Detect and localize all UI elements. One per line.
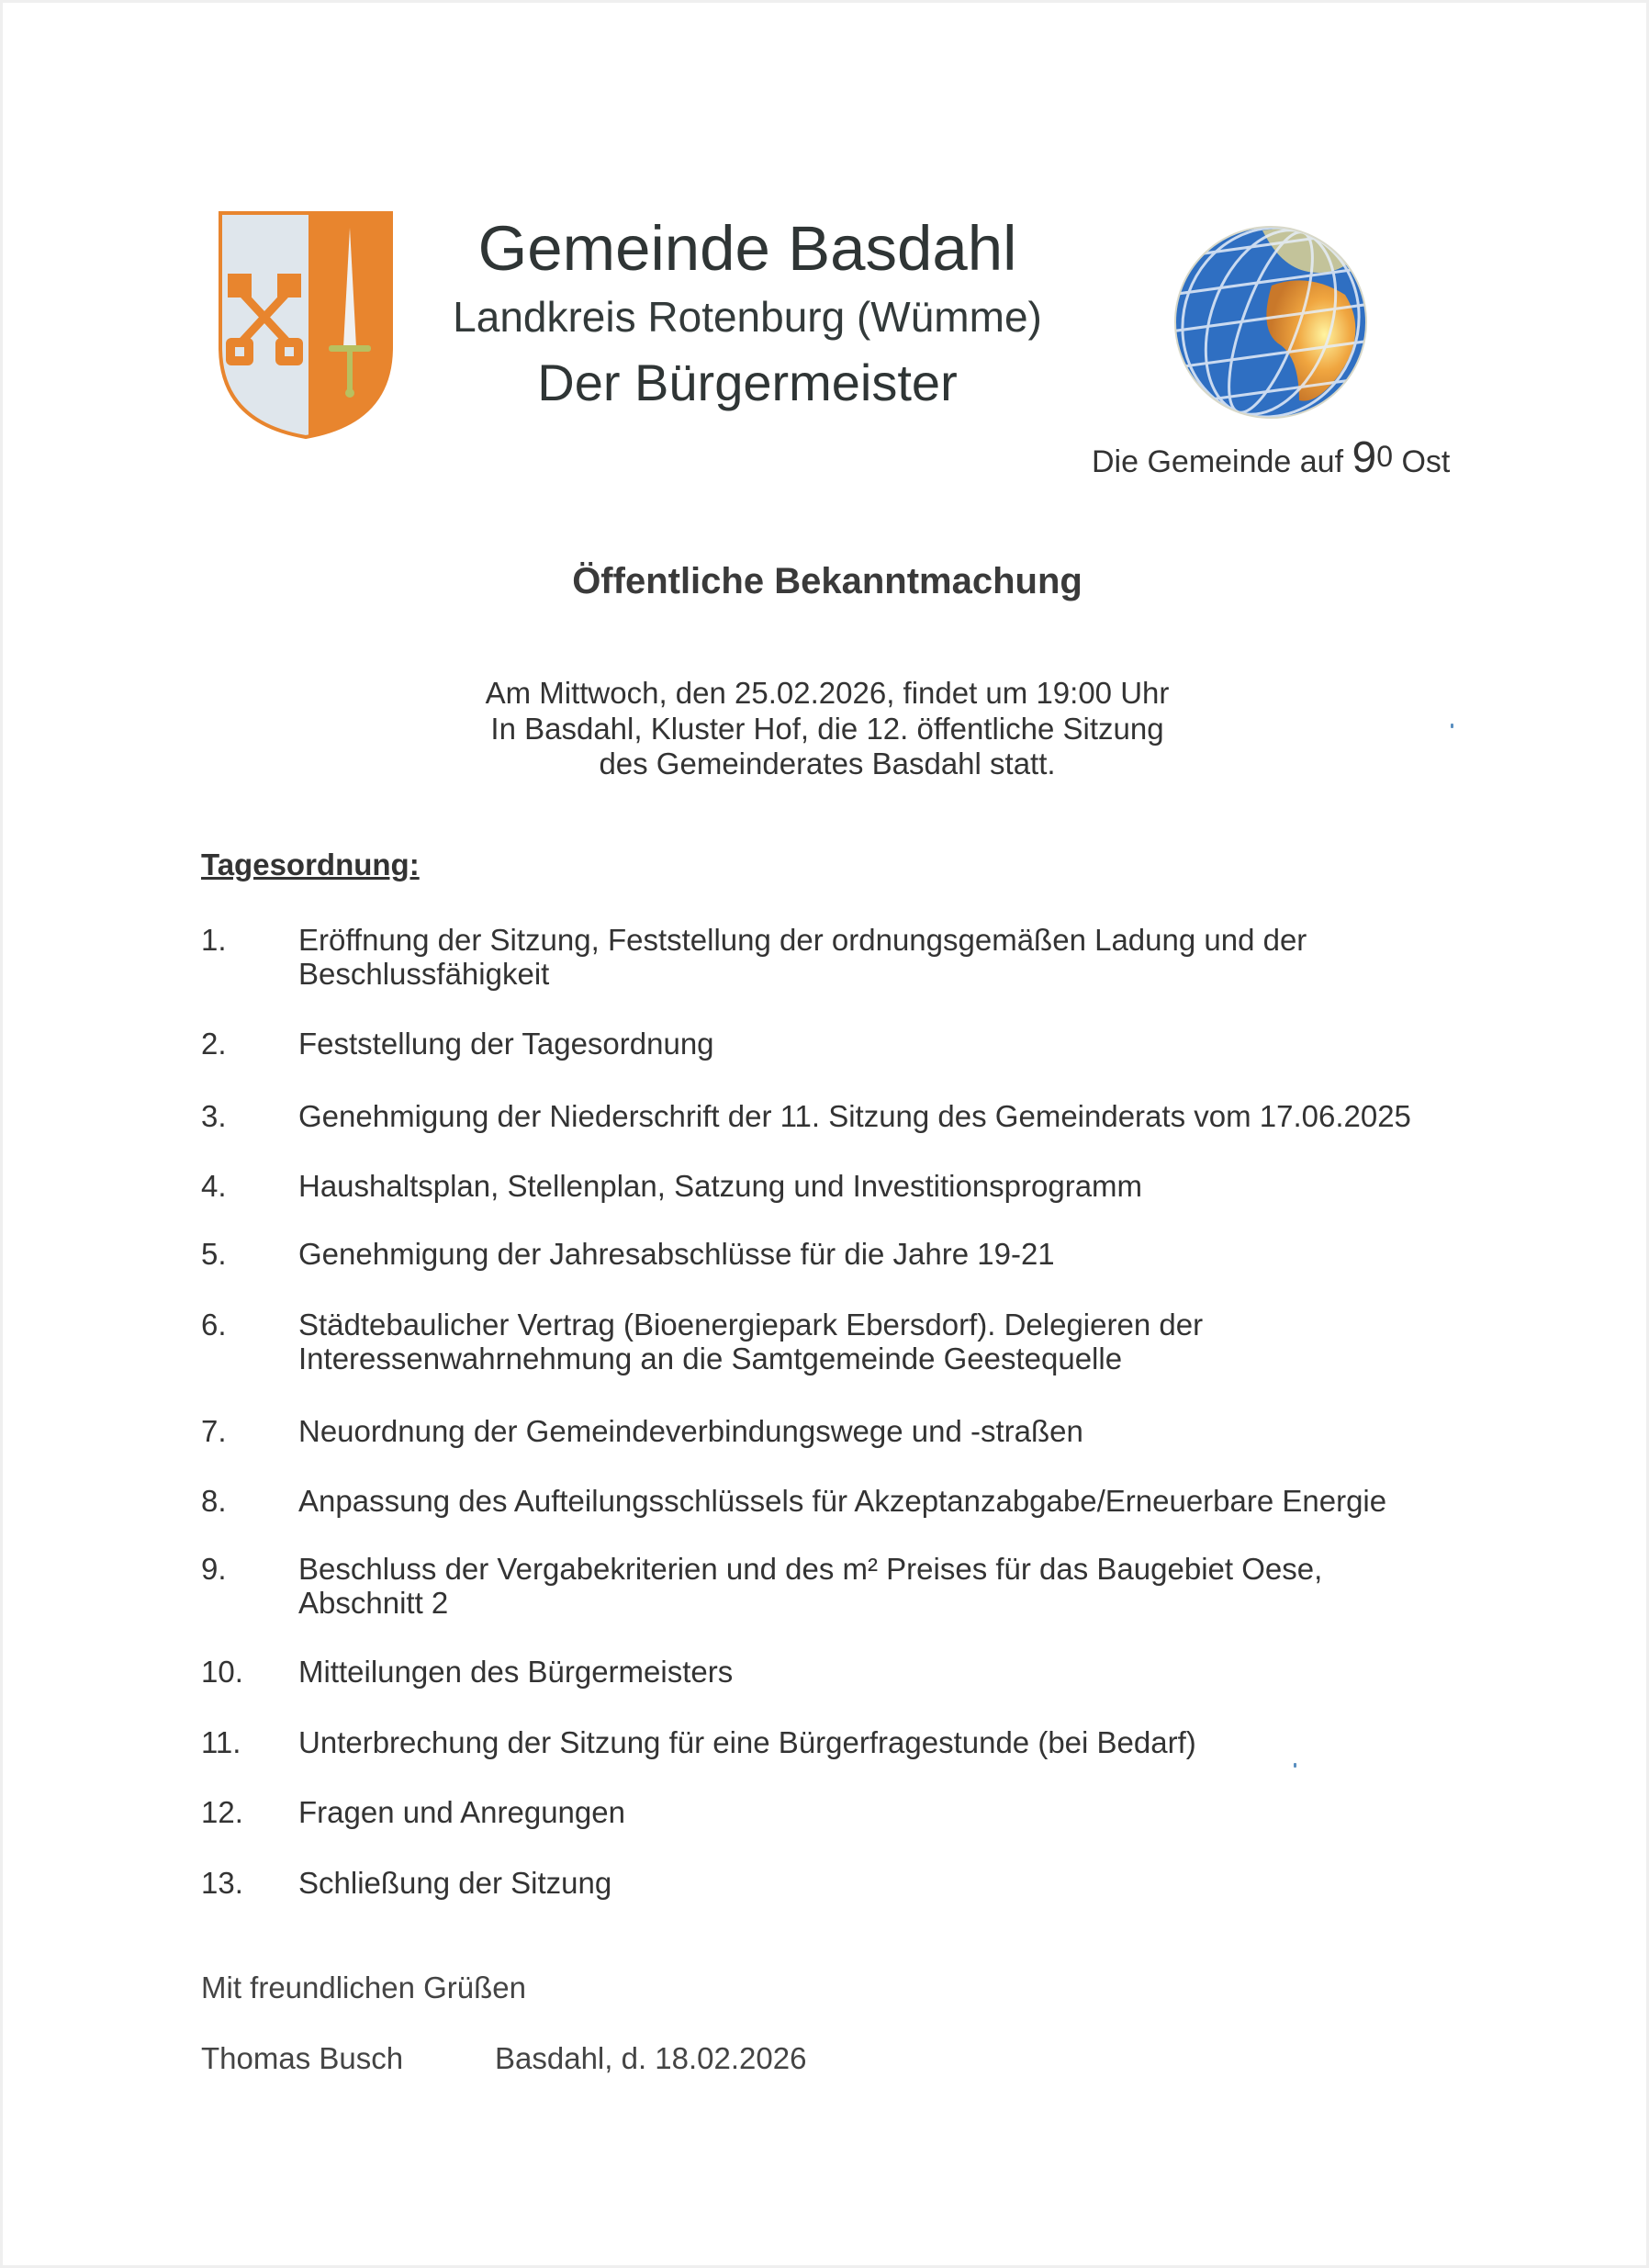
district-name: Landkreis Rotenburg (Wümme)	[453, 293, 1042, 341]
agenda-item-text: Beschluss der Vergabekriterien und des m² Preises für das Baugebiet Oese, Abschnitt 2	[298, 1552, 1323, 1620]
intro-line-3: des Gemeinderates Basdahl statt.	[599, 747, 1056, 780]
agenda-item-number: 11.	[201, 1725, 241, 1759]
agenda-heading: Tagesordnung:	[201, 848, 420, 881]
agenda-item-number: 6.	[201, 1308, 227, 1342]
agenda-item-number: 4.	[201, 1169, 227, 1203]
agenda-item-text: Städtebaulicher Vertrag (Bioenergiepark Ebersdorf). Delegieren der Interessenwahrnehmung an die Samtgemeinde Geestequelle	[298, 1308, 1204, 1375]
signatory-name: Thomas Busch	[201, 2041, 404, 2075]
agenda-item-text: Neuordnung der Gemeindeverbindungswege und -straßen	[298, 1414, 1083, 1448]
meeting-intro	[3, 676, 1649, 782]
agenda-item-number: 5.	[201, 1237, 227, 1271]
agenda-item-text: Eröffnung der Sitzung, Feststellung der ordnungsgemäßen Ladung und der Beschlussfähigkeit	[298, 923, 1307, 991]
agenda-item-number: 3.	[201, 1099, 227, 1133]
slogan	[1092, 432, 1450, 483]
agenda-item-number: 9.	[201, 1552, 227, 1586]
slogan-degree-number: 9	[1352, 433, 1377, 482]
slogan-degree-sup: 0	[1376, 440, 1393, 473]
municipality-name: Gemeinde Basdahl	[477, 213, 1017, 284]
intro-line-1: Am Mittwoch, den 25.02.2026, findet um 19:00 Uhr	[485, 676, 1170, 710]
agenda-item-number: 8.	[201, 1484, 227, 1518]
scan-speck	[1294, 1763, 1296, 1768]
closing-greeting: Mit freundlichen Grüßen	[201, 1970, 526, 2004]
scan-speck	[1451, 724, 1453, 728]
place-date: Basdahl, d. 18.02.2026	[495, 2041, 807, 2075]
agenda-item-number: 2.	[201, 1027, 227, 1061]
agenda-item-text: Haushaltsplan, Stellenplan, Satzung und Investitionsprogramm	[298, 1169, 1143, 1203]
agenda-item-text: Fragen und Anregungen	[298, 1795, 625, 1829]
agenda-item-text: Mitteilungen des Bürgermeisters	[298, 1655, 734, 1689]
agenda-item-text: Genehmigung der Niederschrift der 11. Sitzung des Gemeinderats vom 17.06.2025	[298, 1099, 1411, 1133]
agenda-item-text: Schließung der Sitzung	[298, 1866, 612, 1900]
agenda-item-number: 12.	[201, 1795, 243, 1829]
office-title: Der Bürgermeister	[537, 354, 958, 411]
agenda-item-number: 1.	[201, 923, 227, 957]
slogan-prefix: Die Gemeinde auf	[1092, 444, 1352, 479]
agenda-item-text: Feststellung der Tagesordnung	[298, 1027, 714, 1061]
agenda-item-number: 10.	[201, 1655, 243, 1689]
agenda-item-text: Genehmigung der Jahresabschlüsse für die Jahre 19-21	[298, 1237, 1055, 1271]
document-page	[3, 3, 1646, 2265]
slogan-suffix: Ost	[1393, 444, 1451, 479]
document-title: Öffentliche Bekanntmachung	[572, 561, 1083, 601]
agenda-item-number: 13.	[201, 1866, 243, 1900]
agenda-item-text: Unterbrechung der Sitzung für eine Bürgerfragestunde (bei Bedarf)	[298, 1725, 1196, 1759]
agenda-item-number: 7.	[201, 1414, 227, 1448]
intro-line-2: In Basdahl, Kluster Hof, die 12. öffentliche Sitzung	[490, 711, 1164, 746]
globe-icon	[1171, 221, 1371, 423]
agenda-item-text: Anpassung des Aufteilungsschlüssels für Akzeptanzabgabe/Erneuerbare Energie	[298, 1484, 1387, 1518]
